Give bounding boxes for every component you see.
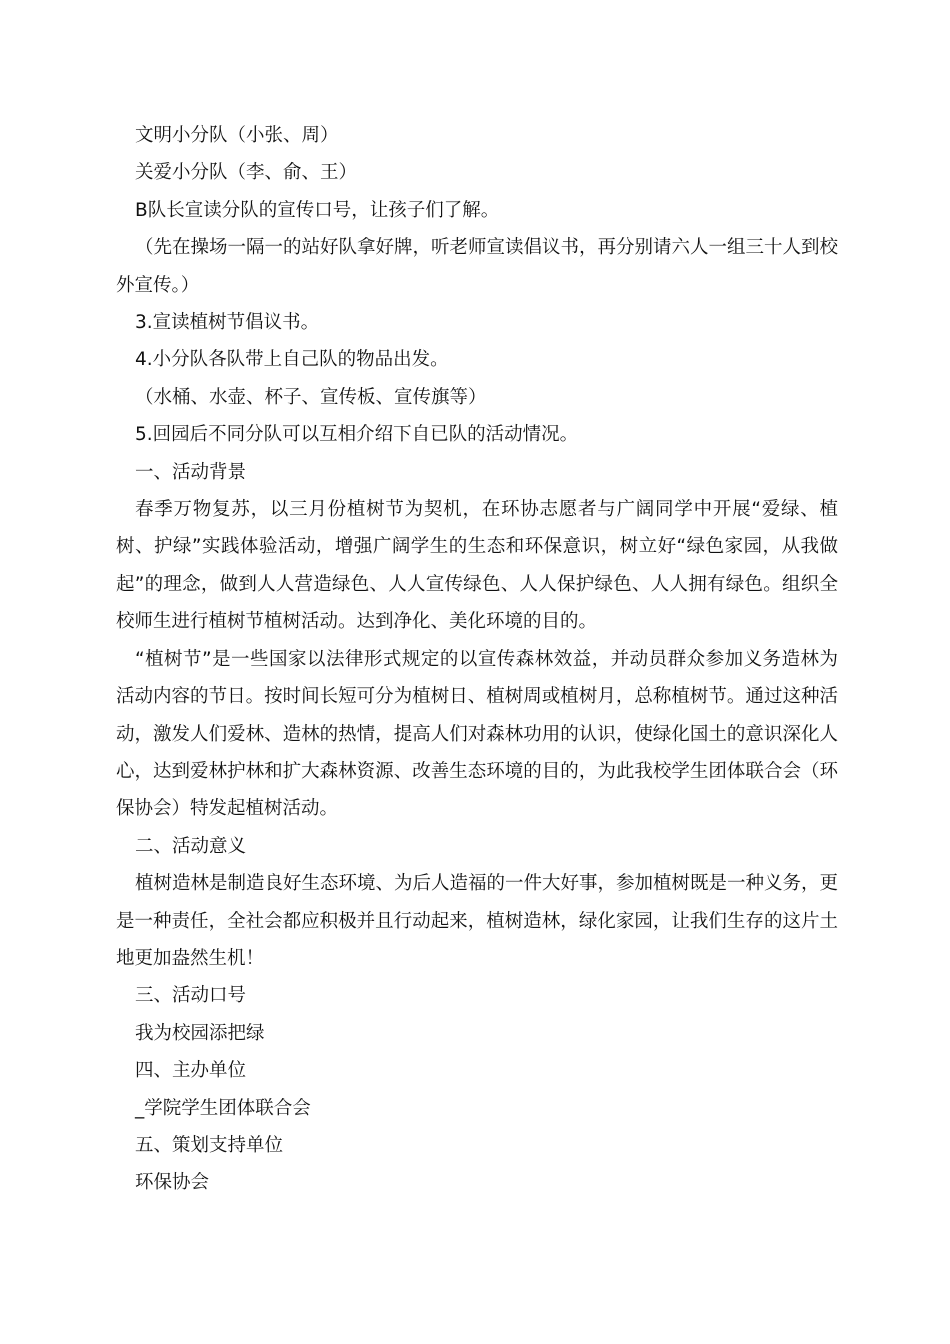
paragraph-team-care: 关爱小分队（李、俞、王） — [135, 162, 358, 184]
heading-slogan: 三、活动口号 — [135, 985, 247, 1007]
heading-support: 五、策划支持单位 — [135, 1134, 284, 1156]
paragraph-items-note: （水桶、水壶、杯子、宣传板、宣传旗等） — [135, 386, 487, 408]
paragraph-support: 环保协会 — [135, 1172, 210, 1194]
paragraph-step-5: 5.回园后不同分队可以互相介绍下自已队的活动情况。 — [135, 424, 579, 446]
paragraph-step-4: 4.小分队各队带上自己队的物品出发。 — [135, 349, 449, 371]
heading-background: 一、活动背景 — [135, 461, 247, 483]
paragraph-slogan: 我为校园添把绿 — [135, 1022, 265, 1044]
paragraph-step-3: 3.宣读植树节倡议书。 — [135, 312, 320, 334]
paragraph-lineup-note: （先在操场一隔一的站好队拿好牌，听老师宣读倡议书，再分别请六人一组三十人到校外宣传。） — [116, 237, 839, 296]
paragraph-background-1: 春季万物复苏，以三月份植树节为契机，在环协志愿者与广阔同学中开展“爱绿、植树、护绿”实践体验活动，增强广阔学生的生态和环保意识，树立好“绿色家园，从我做起”的理念，做到人人营造绿色、人人宣传绿色、人人保护绿色、人人拥有绿色。组织全校师生进行植树节植树活动。达到净化、美化环境的目的。 — [116, 499, 838, 633]
paragraph-background-2: “植树节”是一些国家以法律形式规定的以宣传森林效益，并动员群众参加义务造林为活动内容的节日。按时间长短可分为植树日、植树周或植树月，总称植树节。通过这种活动，激发人们爱林、造林的热情，提高人们对森林功用的认识，使绿化国土的意识深化人心，达到爱林护林和扩大森林资源、改善生态环境的目的，为此我校学生团体联合会（环保协会）特发起植树活动。 — [116, 648, 838, 820]
document-body — [116, 117, 838, 1202]
heading-organizer: 四、主办单位 — [135, 1060, 247, 1082]
heading-significance: 二、活动意义 — [135, 835, 247, 857]
paragraph-slogan-reading: B队长宣读分队的宣传口号，让孩子们了解。 — [135, 199, 500, 221]
paragraph-significance: 植树造林是制造良好生态环境、为后人造福的一件大好事，参加植树既是一种义务，更是一种责任，全社会都应积极并且行动起来，植树造林，绿化家园，让我们生存的这片土地更加盎然生机！ — [116, 873, 839, 969]
paragraph-organizer: _学院学生团体联合会 — [135, 1097, 311, 1119]
paragraph-team-civility: 文明小分队（小张、周） — [135, 125, 339, 146]
